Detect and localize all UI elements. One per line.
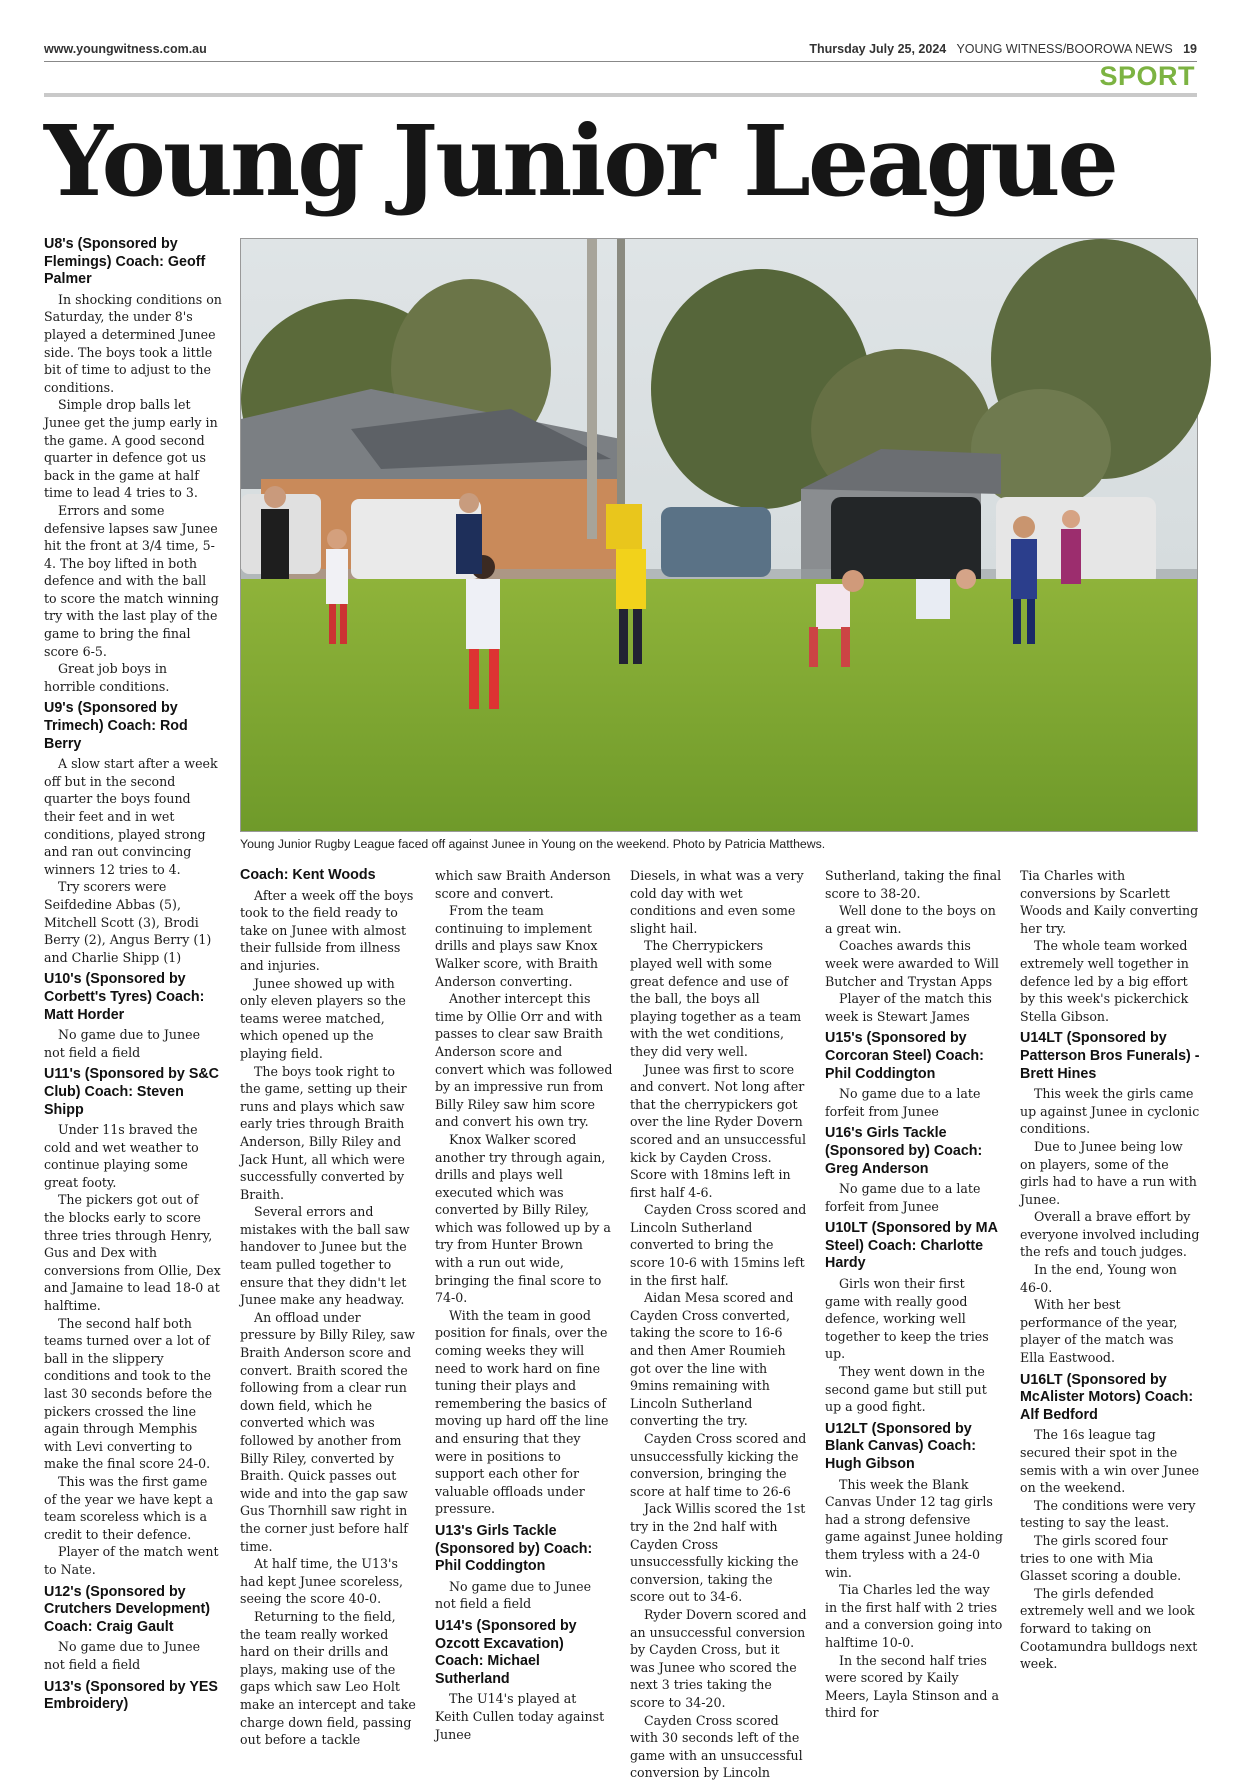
article-paragraph: which saw Braith Anderson score and convert.	[435, 868, 611, 901]
article-column-3	[435, 867, 613, 1742]
article-paragraph: No game due to Junee not field a field	[44, 1027, 201, 1060]
article-paragraph: The girls scored four tries to one with Mia Glasset scoring a double.	[1020, 1532, 1182, 1584]
article-paragraph: The boys took right to the game, setting up their runs and plays which saw early tries through Braith Anderson, Billy Riley and Jack Hunt, all which were successfully converted by Braith.	[240, 1063, 407, 1202]
article-paragraph: With her best performance of the year, player of the match was Ella Eastwood.	[1020, 1297, 1178, 1366]
article-paragraph: Cayden Cross scored with 30 seconds left of the game with an unsuccessful conversion by Lincoln	[630, 1712, 803, 1781]
article-paragraph: Errors and some defensive lapses saw Junee hit the front at 3/4 time, 5-4. The boy lifted in both defence and with the ball to score the match winning try with the last play of the game to bring the final score 6-5.	[44, 502, 219, 659]
header-url: www.youngwitness.com.au	[44, 42, 207, 56]
section-heading: U13's (Sponsored by YES Embroidery)	[44, 1678, 218, 1713]
article-paragraph: No game due to a late forfeit from Junee	[825, 1181, 981, 1214]
section-heading: U14LT (Sponsored by Patterson Bros Funerals) - Brett Hines	[1020, 1030, 1200, 1082]
article-paragraph: Jack Willis scored the 1st try in the 2nd half with Cayden Cross unsuccessfully kicking the conversion, taking the score out to 34-6.	[630, 1501, 806, 1605]
article-paragraph: Overall a brave effort by everyone involved including the refs and touch judges.	[1020, 1209, 1200, 1260]
article-paragraph: Player of the match went to Nate.	[44, 1544, 219, 1577]
section-rule	[44, 93, 1197, 97]
article-paragraph: Well done to the boys on a great win.	[825, 903, 996, 936]
article-paragraph: From the team continuing to implement drills and plays saw Knox Walker score, with Braith Anderson converting.	[435, 903, 599, 989]
article-paragraph: Girls won their first game with really good defence, working well together to keep the tries up.	[825, 1276, 989, 1362]
header-rule	[44, 61, 1197, 62]
article-paragraph: Junee was first to score and convert. Not long after that the cherrypickers got over the line Ryder Dovern scored and an unsuccessful kick by Cayden Cross. Score with 18mins left in first half 4-6.	[630, 1061, 807, 1200]
section-heading: U16LT (Sponsored by McAlister Motors) Coach: Alf Bedford	[1020, 1371, 1194, 1423]
article-column-1	[44, 236, 222, 1736]
article-paragraph: No game due to Junee not field a field	[44, 1639, 201, 1672]
article-paragraph: The whole team worked extremely well together in defence led by a big effort by this week's pickerchick Stella Gibson.	[1020, 938, 1189, 1024]
article-paragraph: No game due to Junee not field a field	[435, 1578, 592, 1612]
article-paragraph: Great job boys in horrible conditions.	[44, 661, 170, 694]
section-heading: U11's (Sponsored by S&C Club) Coach: Steven Shipp	[44, 1066, 220, 1118]
article-paragraph: Try scorers were Seifdedine Abbas (5), Mitchell Scott (3), Brodi Berry (2), Angus Berry (1) and Charlie Shipp (1)	[44, 879, 212, 965]
article-paragraph: They went down in the second game but still put up a good fight.	[825, 1364, 987, 1415]
article-paragraph: Knox Walker scored another try through again, drills and plays well executed which was converted by Billy Riley, which was followed up by a try from Hunter Brown with a run out wide, bringing the final score to 74-0.	[435, 1131, 611, 1306]
article-paragraph: Another intercept this time by Ollie Orr and with passes to clear saw Braith Anderson score and convert which was followed by an impressive run from Billy Riley saw him score and convert his own try.	[435, 991, 613, 1130]
article-paragraph: Junee showed up with only eleven players so the teams weree matched, which opened up the playing field.	[240, 975, 406, 1061]
section-tag: SPORT	[1099, 61, 1195, 91]
section-heading: U14's (Sponsored by Ozcott Excavation) Coach: Michael Sutherland	[435, 1617, 577, 1687]
rugby-match-photo	[240, 238, 1198, 832]
article-paragraph: After a week off the boys took to the field ready to take on Junee with almost their fullside from illness and injuries.	[240, 887, 414, 973]
article-column-5	[825, 867, 1003, 1737]
article-paragraph: Simple drop balls let Junee get the jump early in the game. A good second quarter in defence got us back in the game at half time to lead 4 tries to 3.	[44, 397, 218, 501]
article-paragraph: This week the Blank Canvas Under 12 tag girls had a strong defensive game against Junee holding them tryless with a 24-0 win.	[825, 1476, 1003, 1580]
article-paragraph: With the team in good position for finals, over the coming weeks they will need to work hard on fine tuning their plays and remembering the basics of moving up hard off the line and ensuring that they were in positions to support each other for valuable offloads under pressure.	[435, 1307, 609, 1517]
header-date: Thursday July 25, 2024	[809, 42, 947, 56]
article-paragraph: Cayden Cross scored and unsuccessfully kicking the conversion, bringing the score at half time to 26-6	[630, 1431, 807, 1499]
article-paragraph: In the second half tries were scored by Kaily Meers, Layla Stinson and a third for	[825, 1652, 999, 1721]
section-heading: Coach: Kent Woods	[240, 867, 376, 883]
article-paragraph: This week the girls came up against Junee in cyclonic conditions.	[1020, 1086, 1200, 1137]
section-heading: U12's (Sponsored by Crutchers Development) Coach: Craig Gault	[44, 1583, 211, 1635]
article-paragraph: Due to Junee being low on players, some of the girls had to have a run with Junee.	[1020, 1138, 1197, 1207]
header-publication: YOUNG WITNESS/BOOROWA NEWS	[956, 42, 1173, 56]
article-paragraph: No game due to a late forfeit from Junee	[825, 1086, 981, 1119]
photo-caption: Young Junior Rugby League faced off against Junee in Young on the weekend. Photo by Patricia Matthews.	[240, 837, 826, 851]
article-paragraph: Cayden Cross scored and Lincoln Sutherland converted to bring the score 10-6 with 15mins left in the first half.	[630, 1202, 807, 1288]
article-paragraph: Tia Charles with conversions by Scarlett Woods and Kaily converting her try.	[1020, 868, 1199, 936]
page-headline: Young Junior League	[44, 104, 1116, 218]
article-paragraph: This was the first game of the year we have kept a team scoreless which is a credit to their defence.	[44, 1473, 214, 1542]
article-paragraph: Sutherland, taking the final score to 38-20.	[825, 868, 1002, 901]
header-page-number: 19	[1183, 42, 1197, 56]
article-paragraph: At half time, the U13's had kept Junee scoreless, seeing the score 40-0.	[240, 1556, 404, 1607]
article-paragraph: In the end, Young won 46-0.	[1020, 1262, 1177, 1295]
article-paragraph: The 16s league tag secured their spot in the semis with a win over Junee on the weekend.	[1020, 1427, 1200, 1496]
header-info	[809, 42, 1197, 56]
section-heading: U10LT (Sponsored by MA Steel) Coach: Charlotte Hardy	[825, 1220, 998, 1272]
article-paragraph: Several errors and mistakes with the ball saw handover to Junee but the team pulled together to ensure that they didn't let Junee make any headway.	[240, 1204, 410, 1308]
section-heading: U9's (Sponsored by Trimech) Coach: Rod Berry	[44, 700, 188, 752]
section-heading: U13's Girls Tackle (Sponsored by) Coach: Phil Coddington	[435, 1522, 593, 1575]
article-paragraph: Player of the match this week is Stewart James	[825, 991, 992, 1024]
section-heading: U8's (Sponsored by Flemings) Coach: Geoff Palmer	[44, 236, 206, 288]
article-column-6	[1020, 867, 1200, 1737]
article-paragraph: Tia Charles led the way in the first half with 2 tries and a conversion going into halftime 10-0.	[825, 1582, 1003, 1650]
article-paragraph: An offload under pressure by Billy Riley, saw Braith Anderson score and convert. Braith scored the following from a clear run down field, which he converted which was followed by another from Billy Riley, converted by Braith. Quick passes out wide and into the gap saw Gus Thornhill saw right in the corner just before half time.	[240, 1309, 415, 1554]
article-paragraph: Diesels, in what was a very cold day with wet conditions and even some slight hail.	[630, 868, 804, 936]
article-paragraph: Under 11s braved the cold and wet weather to continue playing some great footy.	[44, 1122, 199, 1190]
article-paragraph: The conditions were very testing to say the least.	[1020, 1497, 1196, 1531]
article-paragraph: The girls defended extremely well and we look forward to taking on Cootamundra bulldogs next week.	[1020, 1585, 1198, 1672]
section-heading: U15's (Sponsored by Corcoran Steel) Coach: Phil Coddington	[825, 1030, 984, 1082]
section-heading: U10's (Sponsored by Corbett's Tyres) Coach: Matt Horder	[44, 971, 205, 1023]
article-paragraph: The pickers got out of the blocks early to score three tries through Henry, Gus and Dex with conversions from Ollie, Dex and Jamaine to lead 18-0 at halftime.	[44, 1192, 221, 1314]
article-paragraph: Returning to the field, the team really worked hard on their drills and plays, making use of the gaps which saw Leo Holt make an intercept and take charge down field, passing out before a tackle	[240, 1608, 416, 1748]
article-paragraph: The second half both teams turned over a lot of ball in the slippery conditions and took to the last 30 seconds before the pickers crossed the line again through Memphis with Levi converting to make the final score 24-0.	[44, 1315, 213, 1472]
article-paragraph: The U14's played at Keith Cullen today against Junee	[435, 1691, 605, 1742]
article-paragraph: A slow start after a week off but in the second quarter the boys found their feet and in wet conditions, played strong and ran out convincing winners 12 tries to 4.	[44, 756, 218, 877]
article-paragraph: In shocking conditions on Saturday, the under 8's played a determined Junee side. The boys took a little bit of time to adjust to the conditions.	[44, 291, 222, 395]
article-column-2	[240, 867, 418, 1748]
article-paragraph: Ryder Dovern scored and an unsuccessful conversion by Cayden Cross, but it was Junee who scored the next 3 tries taking the score to 34-20.	[630, 1606, 807, 1710]
section-heading: U12LT (Sponsored by Blank Canvas) Coach: Hugh Gibson	[825, 1420, 976, 1472]
article-paragraph: Aidan Mesa scored and Cayden Cross converted, taking the score to 16-6 and then Amer Roumieh got over the line with 9mins remaining with Lincoln Sutherland converting the try.	[630, 1290, 794, 1429]
article-column-4	[630, 867, 808, 1781]
article-paragraph: The Cherrypickers played well with some great defence and use of the ball, the boys all playing together as a team with the wet conditions, they did very well.	[630, 938, 802, 1059]
article-paragraph: Coaches awards this week were awarded to Will Butcher and Trystan Apps	[825, 938, 999, 989]
section-heading: U16's Girls Tackle (Sponsored by) Coach: Greg Anderson	[825, 1125, 983, 1177]
